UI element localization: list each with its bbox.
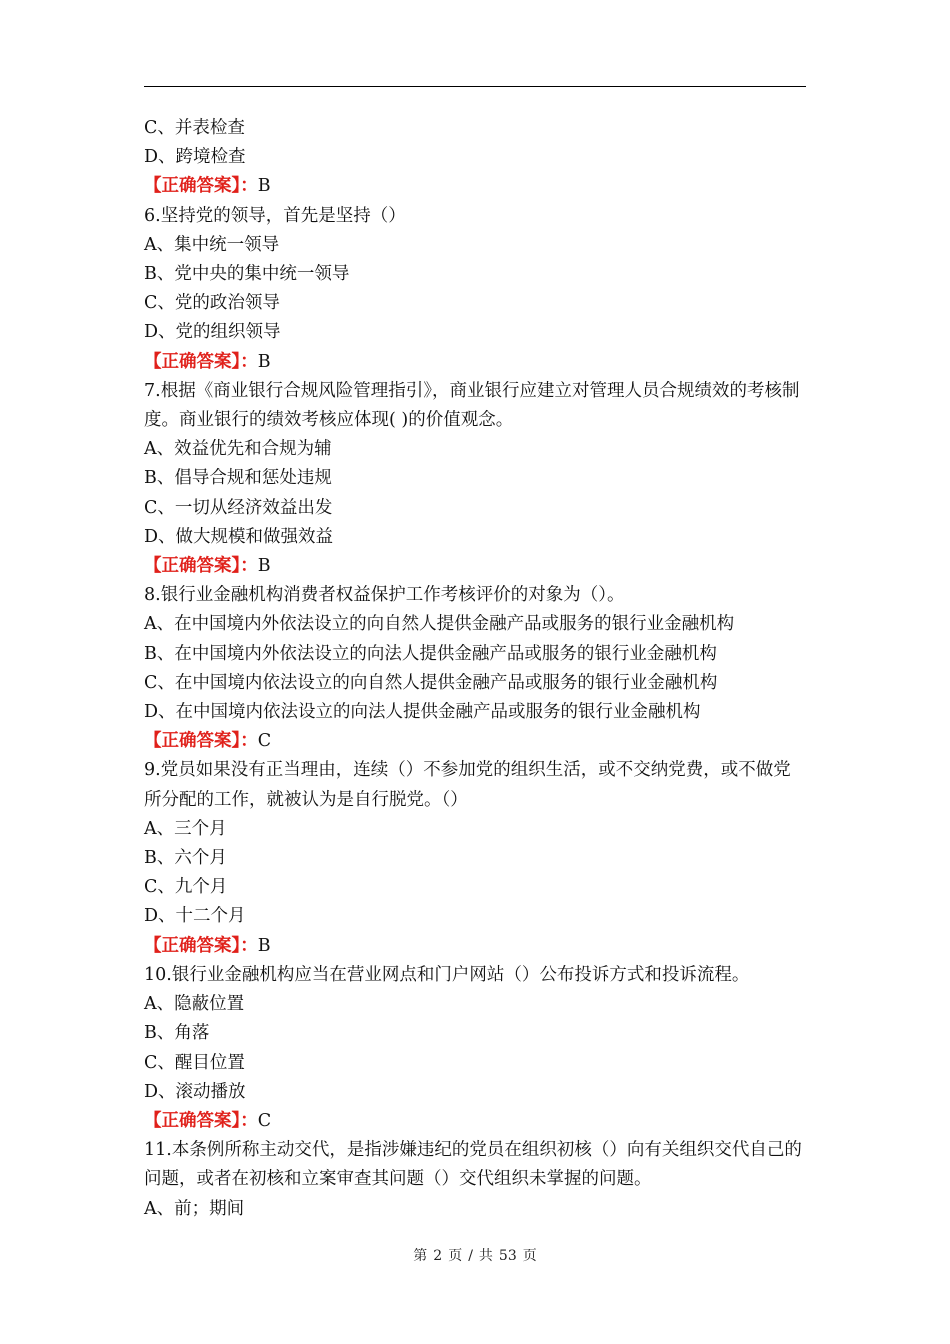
answer-line: [144, 727, 808, 756]
document-body: [144, 114, 808, 1224]
option-text: C、醒目位置: [144, 1052, 245, 1073]
option-text: C、在中国境内依法设立的向自然人提供金融产品或服务的银行业金融机构: [144, 672, 718, 693]
answer-line: [144, 172, 808, 201]
footer-separator: /: [468, 1248, 473, 1264]
footer-prefix: 第: [413, 1248, 428, 1264]
option-text: D、十二个月: [144, 906, 246, 927]
answer-line: [144, 932, 808, 961]
option-text: B、在中国境内外依法设立的向法人提供金融产品或服务的银行业金融机构: [144, 643, 717, 664]
option-text: A、效益优先和合规为辅: [144, 439, 332, 460]
footer-page-unit: 页: [448, 1248, 463, 1264]
answer-line: [144, 552, 808, 581]
answer-label: 【正确答案】: [144, 351, 241, 372]
answer-label: 【正确答案】: [144, 1110, 241, 1131]
answer-line: [144, 348, 808, 377]
footer-page-number: 2: [433, 1248, 443, 1264]
question-text: 7.根据《商业银行合规风险管理指引》，商业银行应建立对管理人员合规绩效的考核制度。商业银行的绩效考核应体现( )的价值观念。: [144, 380, 800, 431]
answer-colon: ：: [240, 351, 258, 372]
page-footer: [0, 1245, 950, 1265]
answer-colon: ：: [240, 1110, 258, 1131]
option-text: A、前；期间: [144, 1198, 245, 1219]
answer-value: B: [257, 176, 271, 197]
question-text: 10.银行业金融机构应当在营业网点和门户网站（）公布投诉方式和投诉流程。: [144, 964, 750, 985]
footer-total-pages: 53: [498, 1248, 517, 1264]
header-rule: [144, 86, 806, 87]
option-text: B、六个月: [144, 848, 227, 869]
option-text: B、角落: [144, 1023, 210, 1044]
answer-colon: ：: [240, 176, 258, 197]
option-text: D、在中国境内依法设立的向法人提供金融产品或服务的银行业金融机构: [144, 702, 701, 723]
answer-value: B: [257, 556, 271, 577]
option-text: D、滚动播放: [144, 1081, 246, 1102]
answer-value: C: [257, 1110, 272, 1131]
option-text: A、隐蔽位置: [144, 994, 245, 1015]
answer-label: 【正确答案】: [144, 176, 241, 197]
option-text: A、三个月: [144, 818, 227, 839]
question-text: 9.党员如果没有正当理由，连续（）不参加党的组织生活，或不交纳党费，或不做党所分配的工作，就被认为是自行脱党。（）: [144, 760, 791, 810]
answer-line: [144, 1107, 808, 1136]
footer-total-unit: 页: [522, 1248, 537, 1264]
answer-value: B: [257, 351, 271, 372]
answer-colon: ：: [240, 731, 258, 752]
option-text: A、集中统一领导: [144, 234, 280, 255]
option-text: D、党的组织领导: [144, 322, 281, 343]
answer-value: B: [257, 935, 271, 956]
question-text: 8.银行业金融机构消费者权益保护工作考核评价的对象为（）。: [144, 585, 625, 606]
answer-colon: ：: [240, 556, 258, 577]
option-text: B、党中央的集中统一领导: [144, 264, 350, 285]
option-text: C、一切从经济效益出发: [144, 497, 333, 518]
answer-label: 【正确答案】: [144, 731, 241, 752]
option-text: D、做大规模和做强效益: [144, 526, 334, 547]
option-text: C、并表检查: [144, 118, 245, 138]
option-text: C、九个月: [144, 877, 228, 898]
option-text: C、党的政治领导: [144, 293, 280, 314]
question-text: 11.本条例所称主动交代，是指涉嫌违纪的党员在组织初核（）向有关组织交代自己的问题，或者在初核和立案审查其问题（）交代组织未掌握的问题。: [144, 1140, 802, 1190]
option-text: D、跨境检查: [144, 147, 246, 168]
footer-total-prefix: 共: [478, 1248, 493, 1264]
question-text: 6.坚持党的领导，首先是坚持（）: [144, 205, 406, 226]
answer-label: 【正确答案】: [144, 935, 241, 956]
option-text: B、倡导合规和惩处违规: [144, 468, 332, 489]
option-text: A、在中国境内外依法设立的向自然人提供金融产品或服务的银行业金融机构: [144, 614, 735, 635]
answer-value: C: [257, 731, 272, 752]
answer-colon: ：: [240, 935, 258, 956]
answer-label: 【正确答案】: [144, 556, 241, 577]
